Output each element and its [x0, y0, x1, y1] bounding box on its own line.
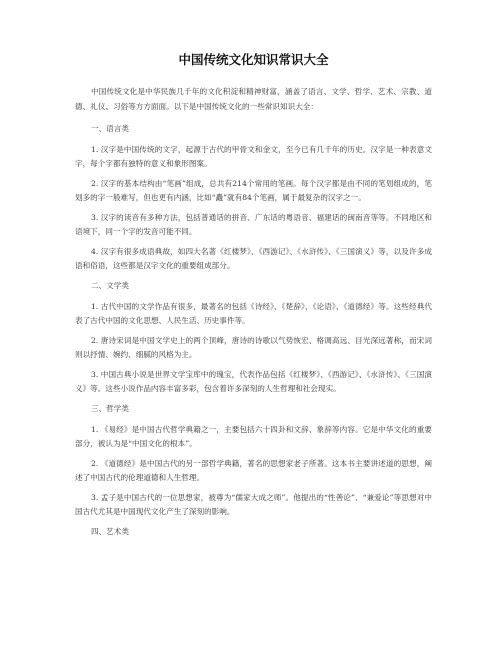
paragraph: 1. 古代中国的文学作品有很多，最著名的包括《诗经》、《楚辞》、《论语》、《道德经》等。这些经典代表了古代中国的文化思想、人民生活、历史事件等。 — [75, 302, 432, 325]
paragraph: 1. 汉字是中国传统的文字，起源于古代的甲骨文和金文，至今已有几千年的历史。汉字是一种表意文字，每个字都有独特的意义和象形图案。 — [75, 145, 432, 168]
section-philosophy — [75, 402, 432, 518]
section-heading: 四、艺术类 — [91, 527, 129, 536]
paragraph: 2. 汉字的基本结构由“笔画”组成，总共有214个常用的笔画。每个汉字都是由不同的笔划组成的，笔划多的字一般难写，但也更有内涵，比如“矗”就有84个笔画，属于最复杂的汉字之一。 — [75, 179, 432, 202]
section-literature — [75, 279, 432, 395]
document-page — [75, 52, 432, 546]
section-art — [75, 525, 432, 539]
section-heading: 一、语言类 — [91, 124, 129, 133]
paragraph: 4. 汉字有很多成语典故，如四大名著《红楼梦》、《西游记》、《水浒传》、《三国演义》等，以及许多成语和俗语，这些都是汉字文化的重要组成部分。 — [75, 247, 432, 270]
paragraph: 1. 《易经》是中国古代哲学典籍之一，主要包括六十四卦和文辞、象辞等内容。它是中华文化的重要部分，被认为是“中国文化的根本”。 — [75, 425, 432, 448]
document-title: 中国传统文化知识常识大全 — [178, 52, 329, 67]
paragraph: 2. 唐诗宋词是中国文学史上的两个顶峰，唐诗的诗歌以气势恢宏、格调高远、目光深远著称，而宋词则以抒情、婉约、细腻的风格为主。 — [75, 336, 432, 359]
section-language — [75, 122, 432, 272]
paragraph: 3. 中国古典小说是世界文学宝库中的瑰宝，代表作品包括《红楼梦》、《西游记》、《水浒传》、《三国演义》等。这些小说作品内容丰富多彩，包含着许多深刻的人生哲理和社会现实。 — [75, 370, 432, 393]
paragraph: 2. 《道德经》是中国古代的另一部哲学典籍，著名的思想家老子所著。这本书主要讲述道的思想，阐述了中国古代的伦理道德和人生哲理。 — [75, 459, 432, 482]
section-heading: 三、哲学类 — [91, 404, 129, 413]
paragraph: 3. 汉字的读音有多种方法，包括普通话的拼音、广东话的粤语音、福建话的闽南音等等。不同地区和语境下，同一个字的发音可能不同。 — [75, 213, 432, 236]
paragraph: 3. 孟子是中国古代的一位思想家，被尊为“儒家大成之师”。他提出的“性善论”、“兼爱论”等思想对中国古代尤其是中国现代文化产生了深刻的影响。 — [75, 493, 432, 516]
intro-paragraph: 中国传统文化是中华民族几千年的文化积淀和精神财富，涵盖了语言、文学、哲学、艺术、宗教、道德、礼仪、习俗等方方面面。以下是中国传统文化的一些常识知识大全： — [75, 87, 432, 111]
section-heading: 二、文学类 — [91, 281, 129, 290]
